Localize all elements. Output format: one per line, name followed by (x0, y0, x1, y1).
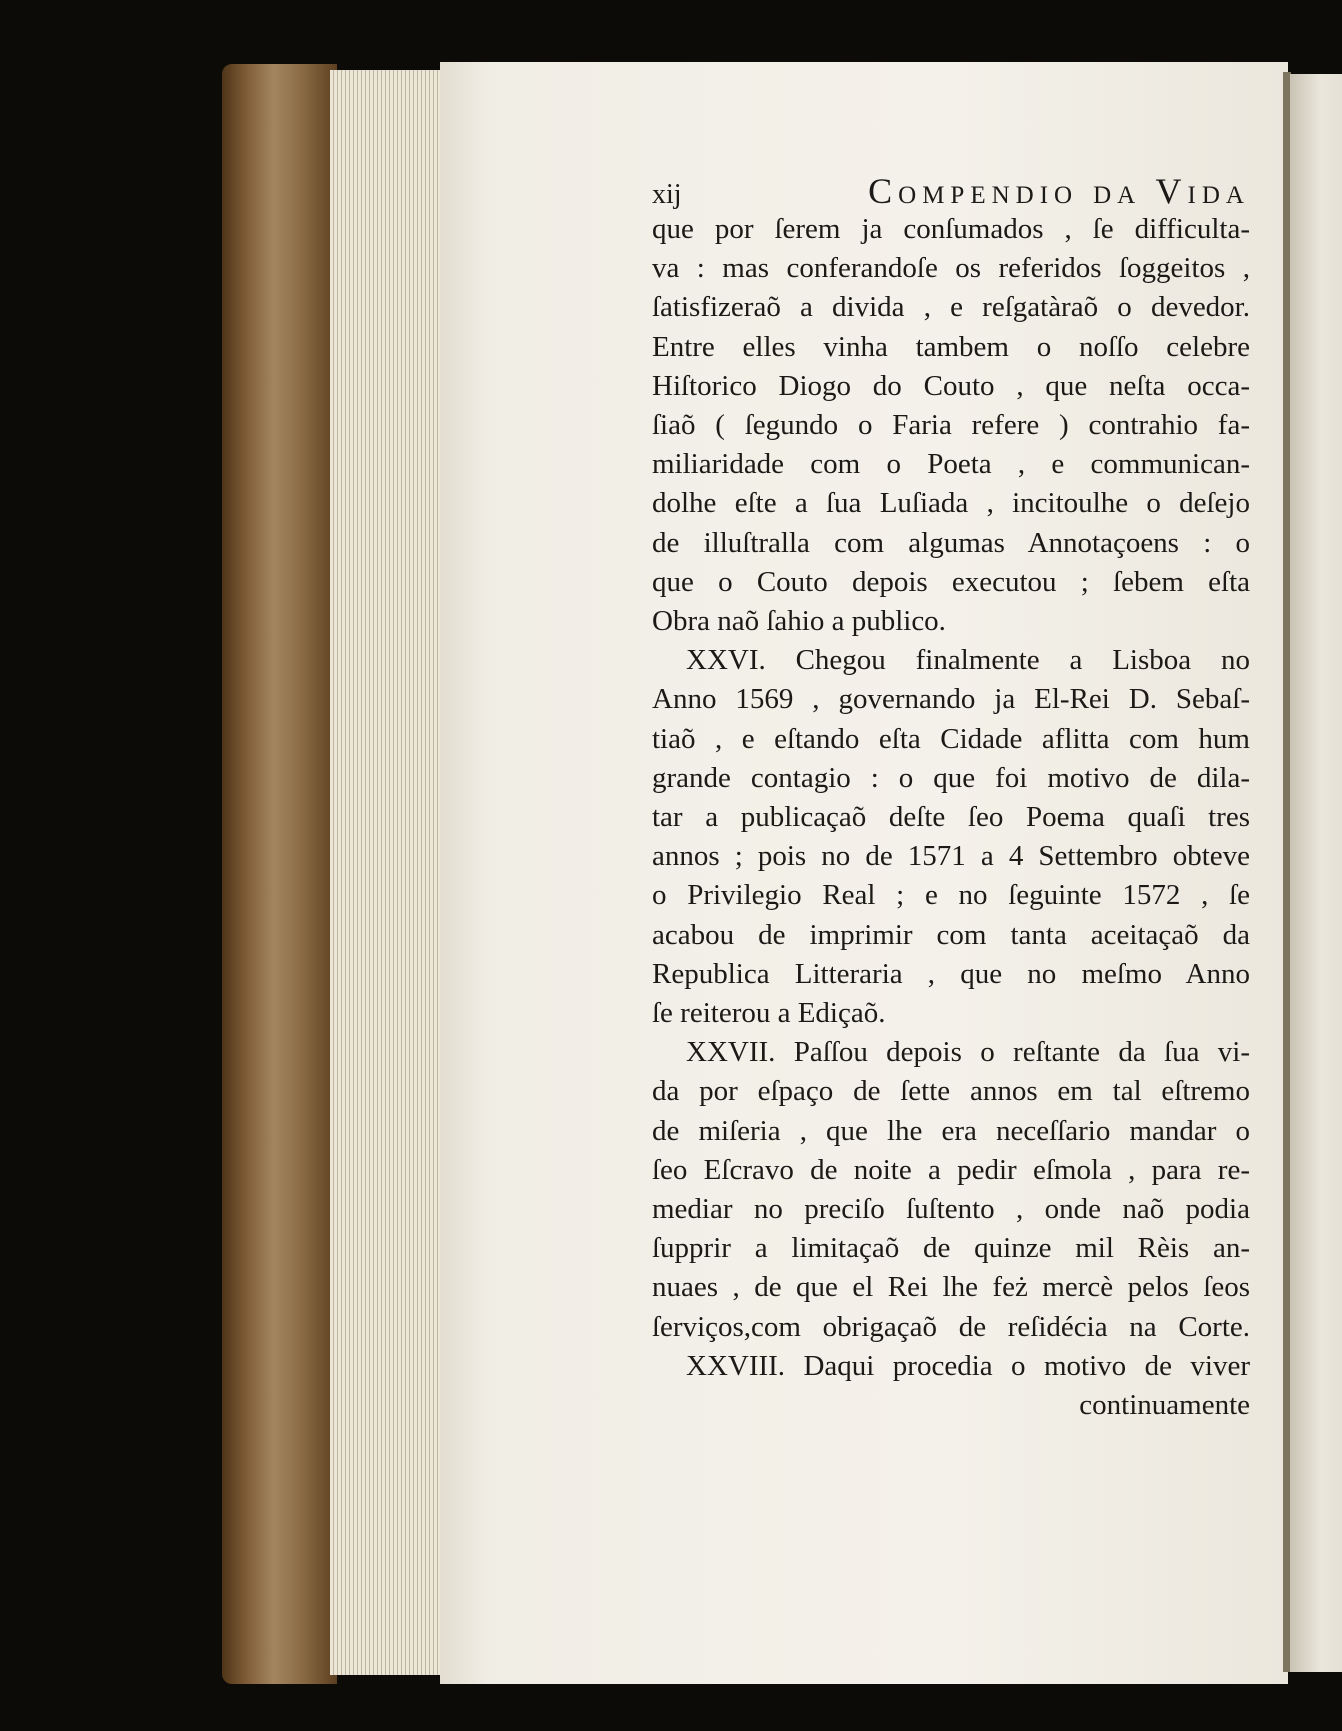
leather-cover (222, 64, 337, 1684)
text-line: tar a publicaçaõ deſte ſeo Poema quaſi tres (652, 801, 1250, 834)
text-line: ſe reiterou a Ediçaõ. (652, 997, 886, 1030)
text-line: dolhe eſte a ſua Luſiada , incitoulhe o deſejo (652, 487, 1250, 520)
text-line: ſeo Eſcravo de noite a pedir eſmola , para re- (652, 1153, 1250, 1186)
text-line: ſerviços,com obrigaçaõ de reſidécia na Corte. (652, 1310, 1250, 1343)
text-line: nuaes , de que el Rei lhe feż mercè pelos ſeos (652, 1271, 1250, 1304)
running-head (652, 172, 1250, 210)
text-line: Hiſtorico Diogo do Couto , que neſta occa- (652, 369, 1250, 402)
text-line: Anno 1569 , governando ja El-Rei D. Sebaſ- (652, 683, 1250, 716)
text-line: va : mas conferandoſe os referidos ſoggeitos , (652, 252, 1250, 285)
text-line: grande contagio : o que foi motivo de dila- (652, 761, 1250, 794)
text-line: mediar no preciſo ſuſtento , onde naõ podia (652, 1193, 1250, 1226)
paragraph-start-xxviii: XXVIII. Daqui procedia o motivo de viver (686, 1349, 1250, 1382)
text-line: miliaridade com o Poeta , e communican- (652, 448, 1250, 481)
page-number: xij (652, 179, 682, 210)
running-title: Compendio da Vida (868, 171, 1250, 211)
facing-page-edge (1290, 74, 1342, 1672)
text-line: que o Couto depois executou ; ſebem eſta (652, 565, 1250, 598)
paragraph-start-xxvi: XXVI. Chegou finalmente a Lisboa no (686, 644, 1250, 677)
text-line: Republica Litteraria , que no meſmo Anno (652, 957, 1250, 990)
text-line: de miſeria , que lhe era neceſſario mandar o (652, 1114, 1250, 1147)
page-edges (330, 70, 442, 1675)
text-block (652, 172, 1250, 1425)
text-line: annos ; pois no de 1571 a 4 Settembro obteve (652, 840, 1250, 873)
text-line: Entre elles vinha tambem o noſſo celebre (652, 330, 1250, 363)
text-line: acabou de imprimir com tanta aceitaçaõ da (652, 918, 1250, 951)
text-line: de illuſtralla com algumas Annotaçoens : o (652, 526, 1250, 559)
text-line: Obra naõ ſahio a publico. (652, 605, 946, 638)
text-line: o Privilegio Real ; e no ſeguinte 1572 , ſe (652, 879, 1250, 912)
text-line: que por ſerem ja conſumados , ſe difficulta- (652, 213, 1250, 245)
text-line: ſatisfizeraõ a divida , e reſgatàraõ o devedor. (652, 291, 1250, 324)
text-line: ſiaõ ( ſegundo o Faria refere ) contrahio fa- (652, 409, 1250, 442)
text-line: da por eſpaço de ſette annos em tal eſtremo (652, 1075, 1250, 1108)
text-line: ſupprir a limitaçaõ de quinze mil Rèis an- (652, 1232, 1250, 1265)
paragraph-start-xxvii: XXVII. Paſſou depois o reſtante da ſua vi- (686, 1036, 1250, 1069)
text-line: tiaõ , e eſtando eſta Cidade aflitta com hum (652, 722, 1250, 755)
catchword: continuamente (1079, 1389, 1250, 1422)
